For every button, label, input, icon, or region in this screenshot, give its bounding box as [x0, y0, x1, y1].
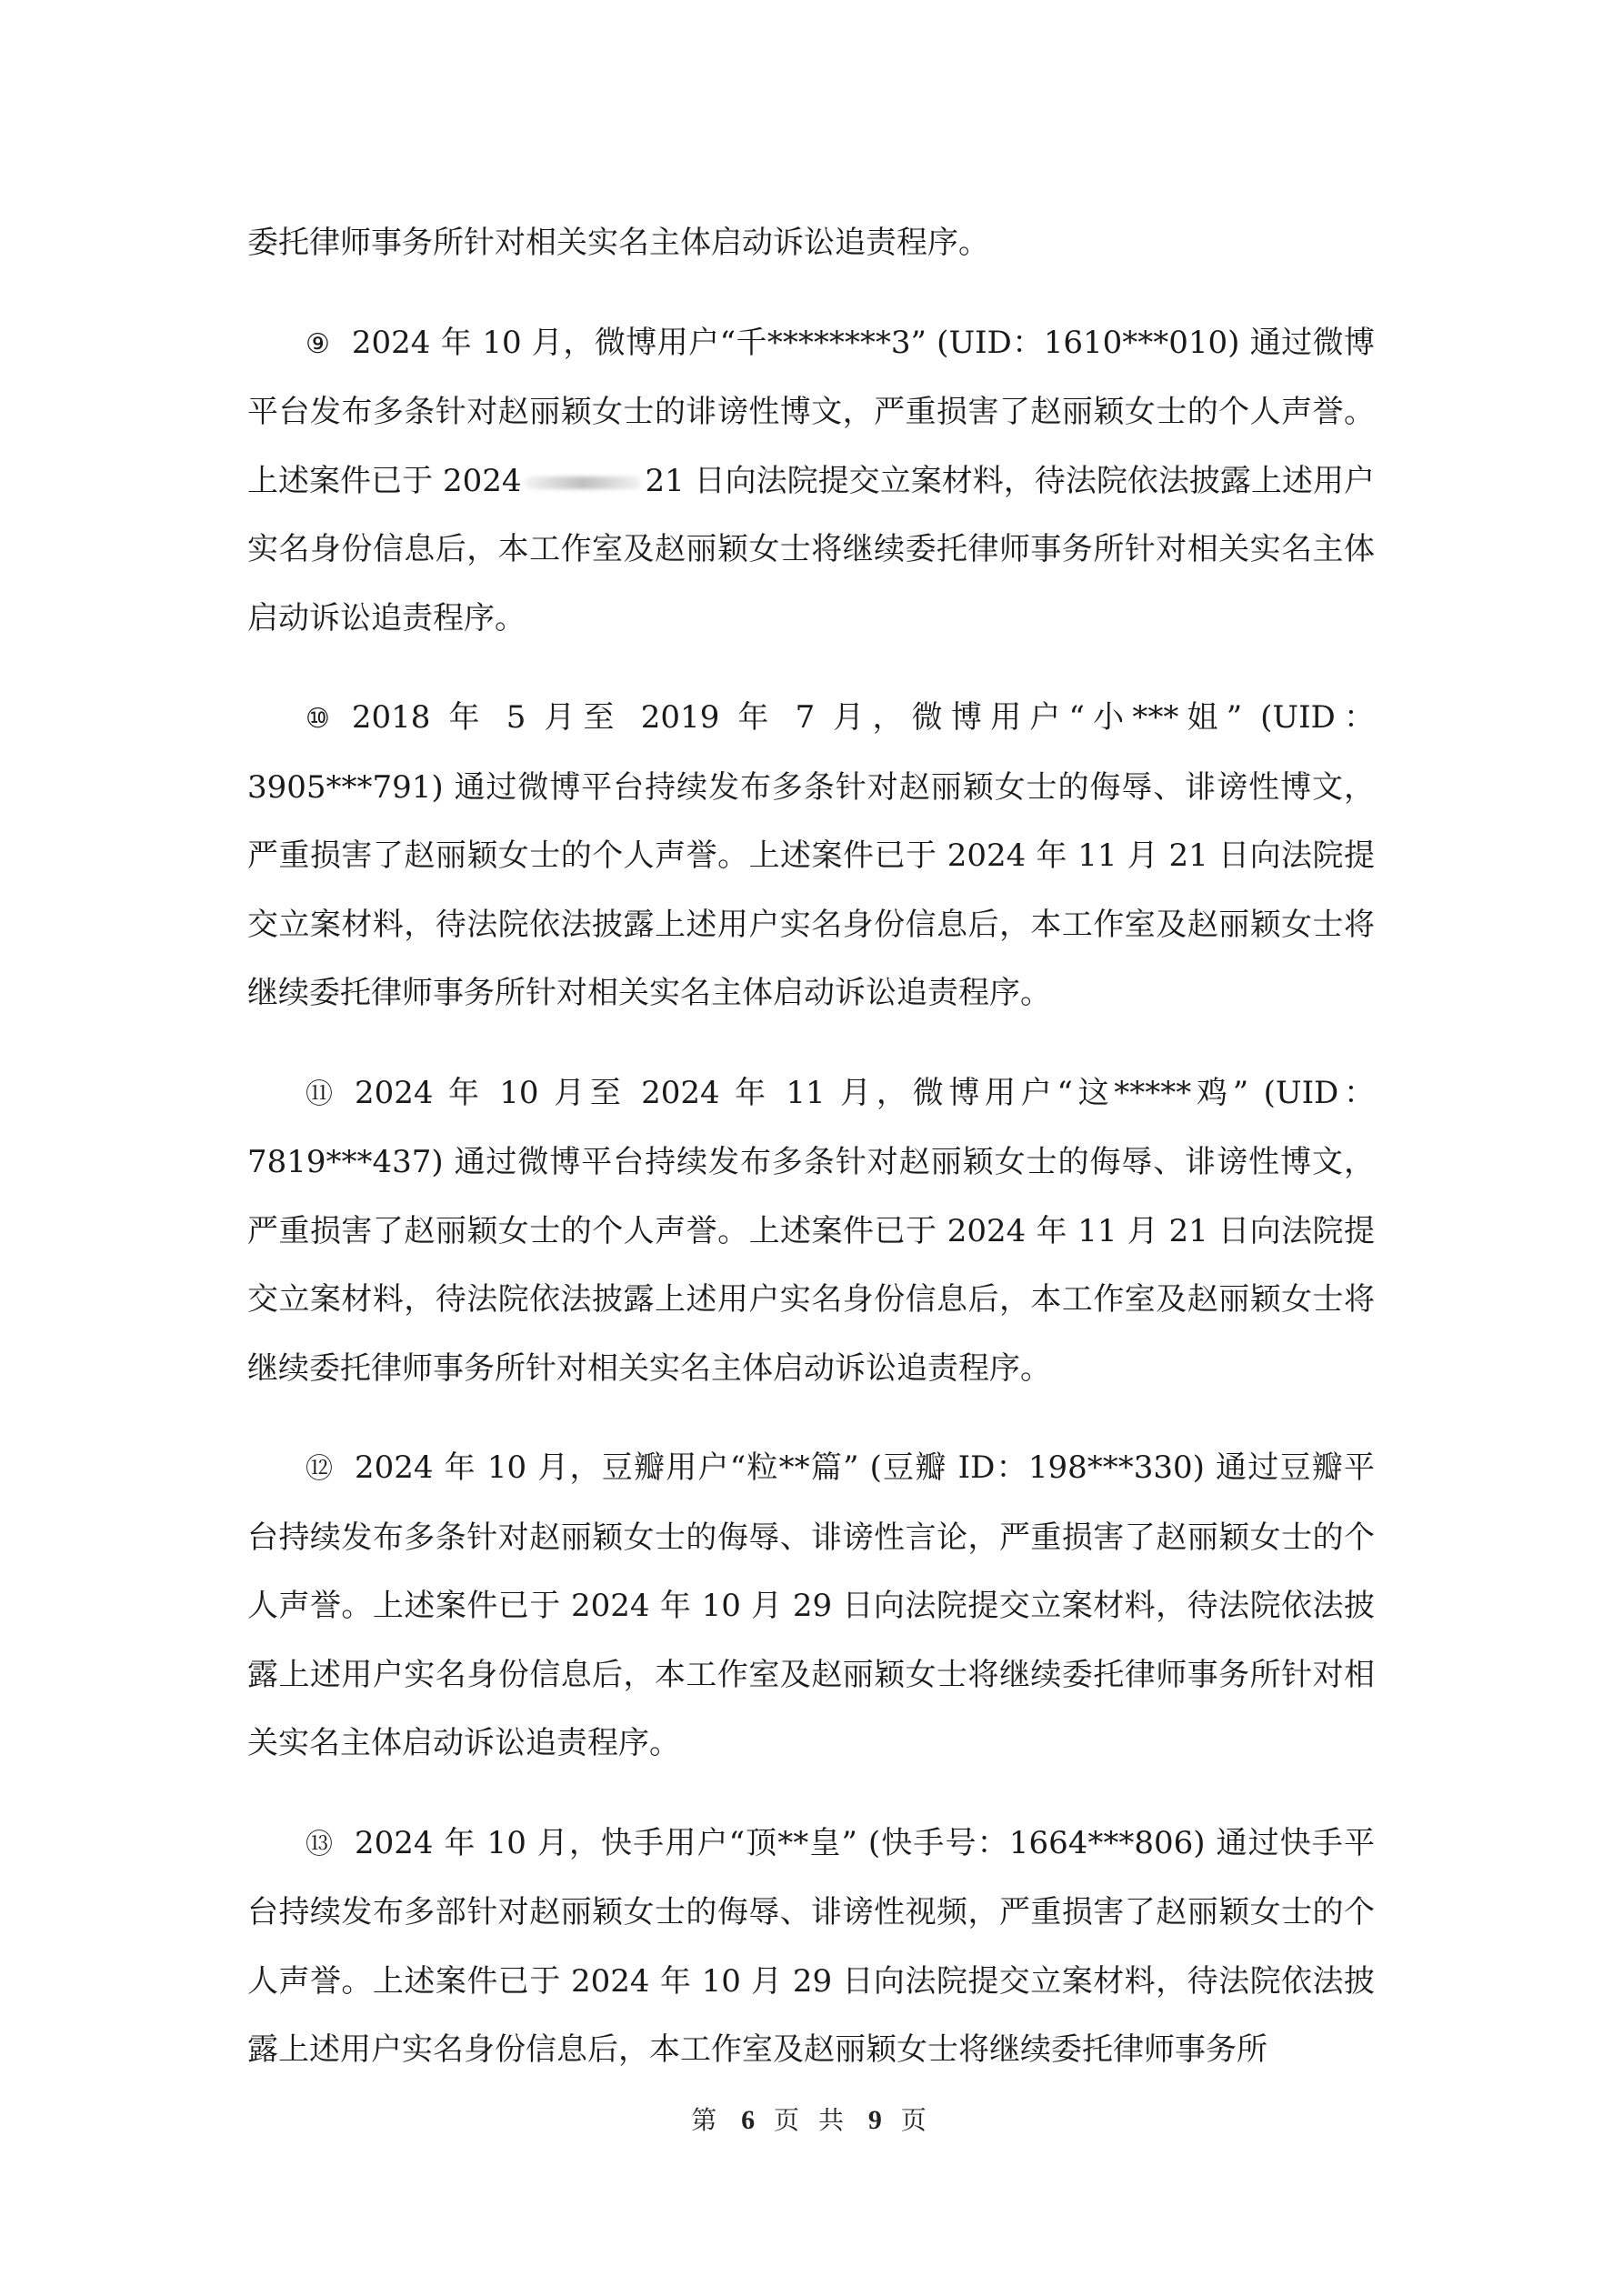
item-number: ⑨: [306, 327, 330, 360]
paragraph-text: 2024 年 10 月，豆瓣用户“粒**篇” (豆瓣 ID：198***330) 通过豆瓣平台持续发布多条针对赵丽颖女士的侮辱、诽谤性言论，严重损害了赵丽颖女士的个人声誉。上述案件已于 2024 年 10 月 29 日向法院提交立案材料，待法院依法披露上述用户实名身份信息后，本工作室及赵丽颖女士将继续委托律师事务所针对相关实名主体启动诉讼追责程序。: [247, 1449, 1375, 1761]
item-number: ⑪: [306, 1078, 333, 1110]
footer-prefix: 第: [691, 2105, 723, 2135]
paragraph-text-before-redaction: 2024 年 10 月，微博用户“千********3” (UID：1610***010) 通过微博平台发布多条针对赵丽颖女士的诽谤性博文，严重损害了赵丽颖女士的个人声誉。上述案件已于 2024: [247, 324, 1375, 499]
paragraph-item-11: [247, 1059, 1375, 1404]
paragraph-item-12: [247, 1434, 1375, 1779]
paragraph-text: 2018 年 5 月至 2019 年 7 月，微博用户“小***姐” (UID：3905***791) 通过微博平台持续发布多条针对赵丽颖女士的侮辱、诽谤性博文，严重损害了赵丽颖女士的个人声誉。上述案件已于 2024 年 11 月 21 日向法院提交立案材料，待法院依法披露上述用户实名身份信息后，本工作室及赵丽颖女士将继续委托律师事务所针对相关实名主体启动诉讼追责程序。: [247, 699, 1375, 1011]
document-body: [247, 209, 1375, 2116]
paragraph-text: 委托律师事务所针对相关实名主体启动诉讼追责程序。: [247, 225, 989, 261]
paragraph-text: 2024 年 10 月，快手用户“顶**皇” (快手号：1664***806) 通过快手平台持续发布多部针对赵丽颖女士的侮辱、诽谤性视频，严重损害了赵丽颖女士的个人声誉。上述案件已于 2024 年 10 月 29 日向法院提交立案材料，待法院依法披露上述用户实名身份信息后，本工作室及赵丽颖女士将继续委托律师事务所: [247, 1824, 1375, 2068]
paragraph-item-10: [247, 684, 1375, 1028]
item-number: ⑬: [306, 1828, 333, 1860]
paragraph-continuation: [247, 209, 1375, 278]
paragraph-item-9: [247, 309, 1375, 654]
footer-middle: 页 共: [774, 2105, 849, 2135]
paragraph-text-after-redaction: 21 日向法院提交立案材料，待法院依法披露上述用户实名身份信息后，本工作室及赵丽颖女士将继续委托律师事务所针对相关实名主体启动诉讼追责程序。: [247, 462, 1375, 637]
current-page-number: 6: [741, 2105, 756, 2135]
item-number: ⑩: [306, 703, 330, 735]
paragraph-item-13: [247, 1810, 1375, 2085]
total-page-number: 9: [867, 2105, 882, 2135]
page-footer: [0, 2100, 1623, 2137]
item-number: ⑫: [306, 1453, 333, 1485]
redaction-blur: [525, 476, 641, 489]
footer-suffix: 页: [900, 2105, 932, 2135]
paragraph-text: 2024 年 10 月至 2024 年 11 月，微博用户“这*****鸡” (UID：7819***437) 通过微博平台持续发布多条针对赵丽颖女士的侮辱、诽谤性博文，严重损害了赵丽颖女士的个人声誉。上述案件已于 2024 年 11 月 21 日向法院提交立案材料，待法院依法披露上述用户实名身份信息后，本工作室及赵丽颖女士将继续委托律师事务所针对相关实名主体启动诉讼追责程序。: [247, 1074, 1375, 1387]
